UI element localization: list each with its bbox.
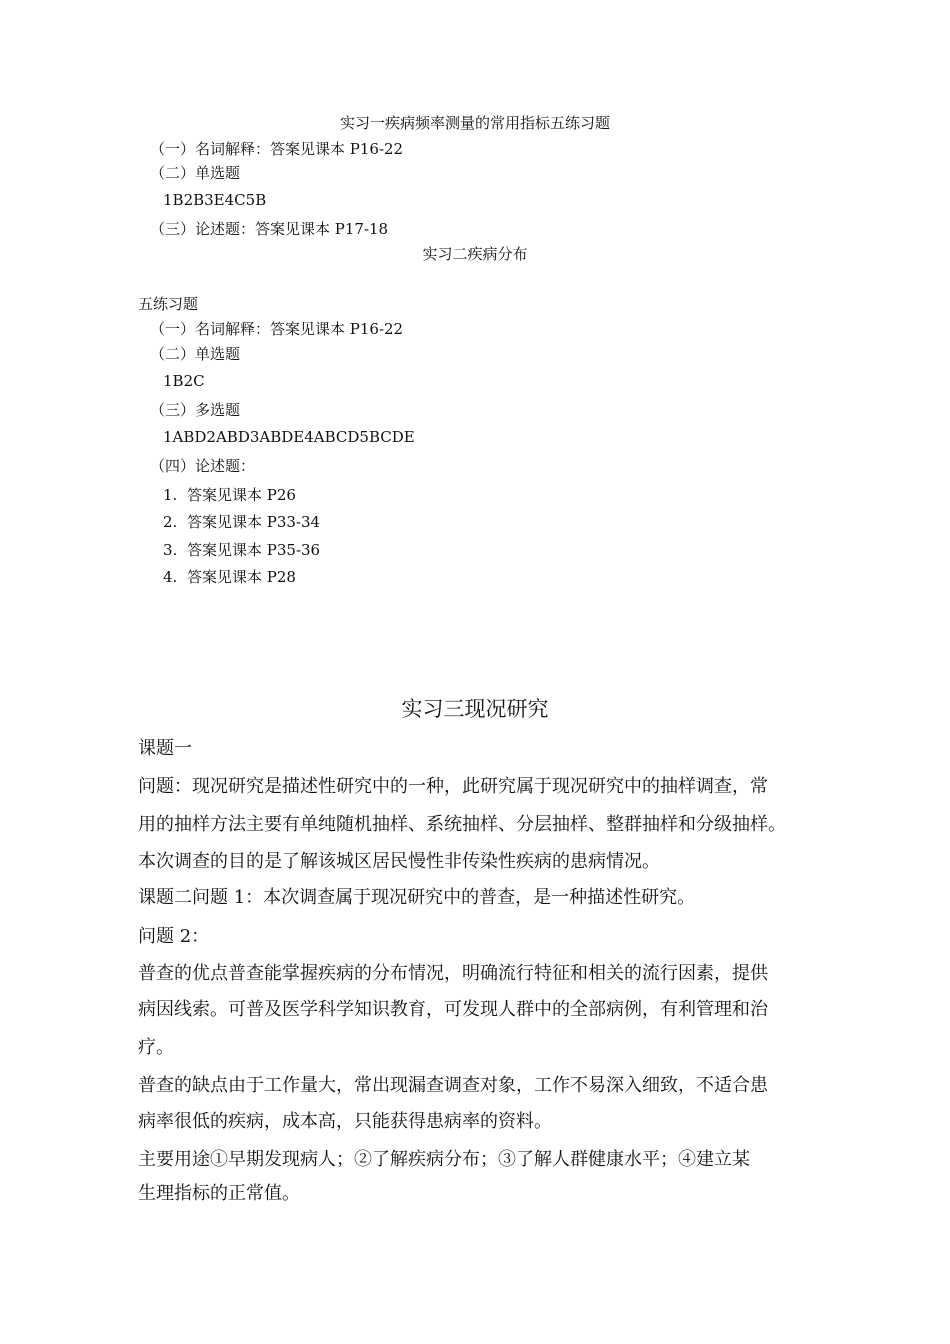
essay-item bbox=[163, 485, 296, 505]
essay-item-number: 3. bbox=[163, 541, 178, 559]
part3-line: 病因线索。可普及医学科学知识教育，可发现人群中的全部病例，有利管理和治 bbox=[138, 999, 768, 1020]
part2-q4: （四）论述题： bbox=[150, 457, 256, 475]
essay-item-text: 答案见课本 P26 bbox=[187, 486, 296, 504]
part2-q2-answers: 1B2C bbox=[163, 372, 205, 390]
part2-q3: （三）多选题 bbox=[150, 401, 241, 419]
part3-line: 病率很低的疾病，成本高，只能获得患病率的资料。 bbox=[138, 1111, 552, 1132]
part3-line: 生理指标的正常值。 bbox=[138, 1183, 300, 1204]
part3-line: 问题：现况研究是描述性研究中的一种，此研究属于现况研究中的抽样调查，常 bbox=[138, 776, 768, 797]
essay-item-number: 4. bbox=[163, 568, 178, 586]
part3-title: 实习三现况研究 bbox=[401, 697, 549, 721]
essay-item bbox=[163, 540, 320, 560]
part3-line: 疗。 bbox=[138, 1037, 174, 1058]
part3-line: 课题二问题 1：本次调查属于现况研究中的普查，是一种描述性研究。 bbox=[138, 887, 696, 908]
essay-item-text: 答案见课本 P35-36 bbox=[187, 541, 321, 559]
part1-q1: （一）名词解释：答案见课本 P16-22 bbox=[150, 140, 404, 158]
part2-q3-answers: 1ABD2ABD3ABDE4ABCD5BCDE bbox=[163, 428, 415, 446]
essay-item-text: 答案见课本 P33-34 bbox=[187, 513, 321, 531]
part1-q2-answers: 1B2B3E4C5B bbox=[163, 191, 267, 209]
essay-item bbox=[163, 512, 320, 532]
part1-q2: （二）单选题 bbox=[150, 164, 241, 182]
part3-line: 本次调查的目的是了解该城区居民慢性非传染性疾病的患病情况。 bbox=[138, 851, 660, 872]
essay-item-number: 2. bbox=[163, 513, 178, 531]
part1-title: 实习一疾病频率测量的常用指标五练习题 bbox=[339, 114, 610, 132]
part1-q3: （三）论述题：答案见课本 P17-18 bbox=[150, 220, 389, 238]
part3-line: 问题 2： bbox=[138, 926, 210, 947]
part2-q1: （一）名词解释：答案见课本 P16-22 bbox=[150, 320, 404, 338]
part3-line: 课题一 bbox=[138, 738, 192, 759]
part2-title: 实习二疾病分布 bbox=[422, 245, 528, 263]
part3-line: 普查的缺点由于工作量大，常出现漏查调查对象，工作不易深入细致，不适合患 bbox=[138, 1075, 768, 1096]
essay-item-text: 答案见课本 P28 bbox=[187, 568, 296, 586]
part2-subtitle: 五练习题 bbox=[138, 295, 199, 313]
essay-item bbox=[163, 567, 296, 587]
part3-line: 普查的优点普查能掌握疾病的分布情况，明确流行特征和相关的流行因素，提供 bbox=[138, 963, 768, 984]
part3-line: 用的抽样方法主要有单纯随机抽样、系统抽样、分层抽样、整群抽样和分级抽样。 bbox=[138, 814, 786, 835]
part2-q2: （二）单选题 bbox=[150, 345, 241, 363]
part3-line: 主要用途①早期发现病人；②了解疾病分布；③了解人群健康水平；④建立某 bbox=[138, 1149, 750, 1170]
essay-item-number: 1. bbox=[163, 486, 178, 504]
